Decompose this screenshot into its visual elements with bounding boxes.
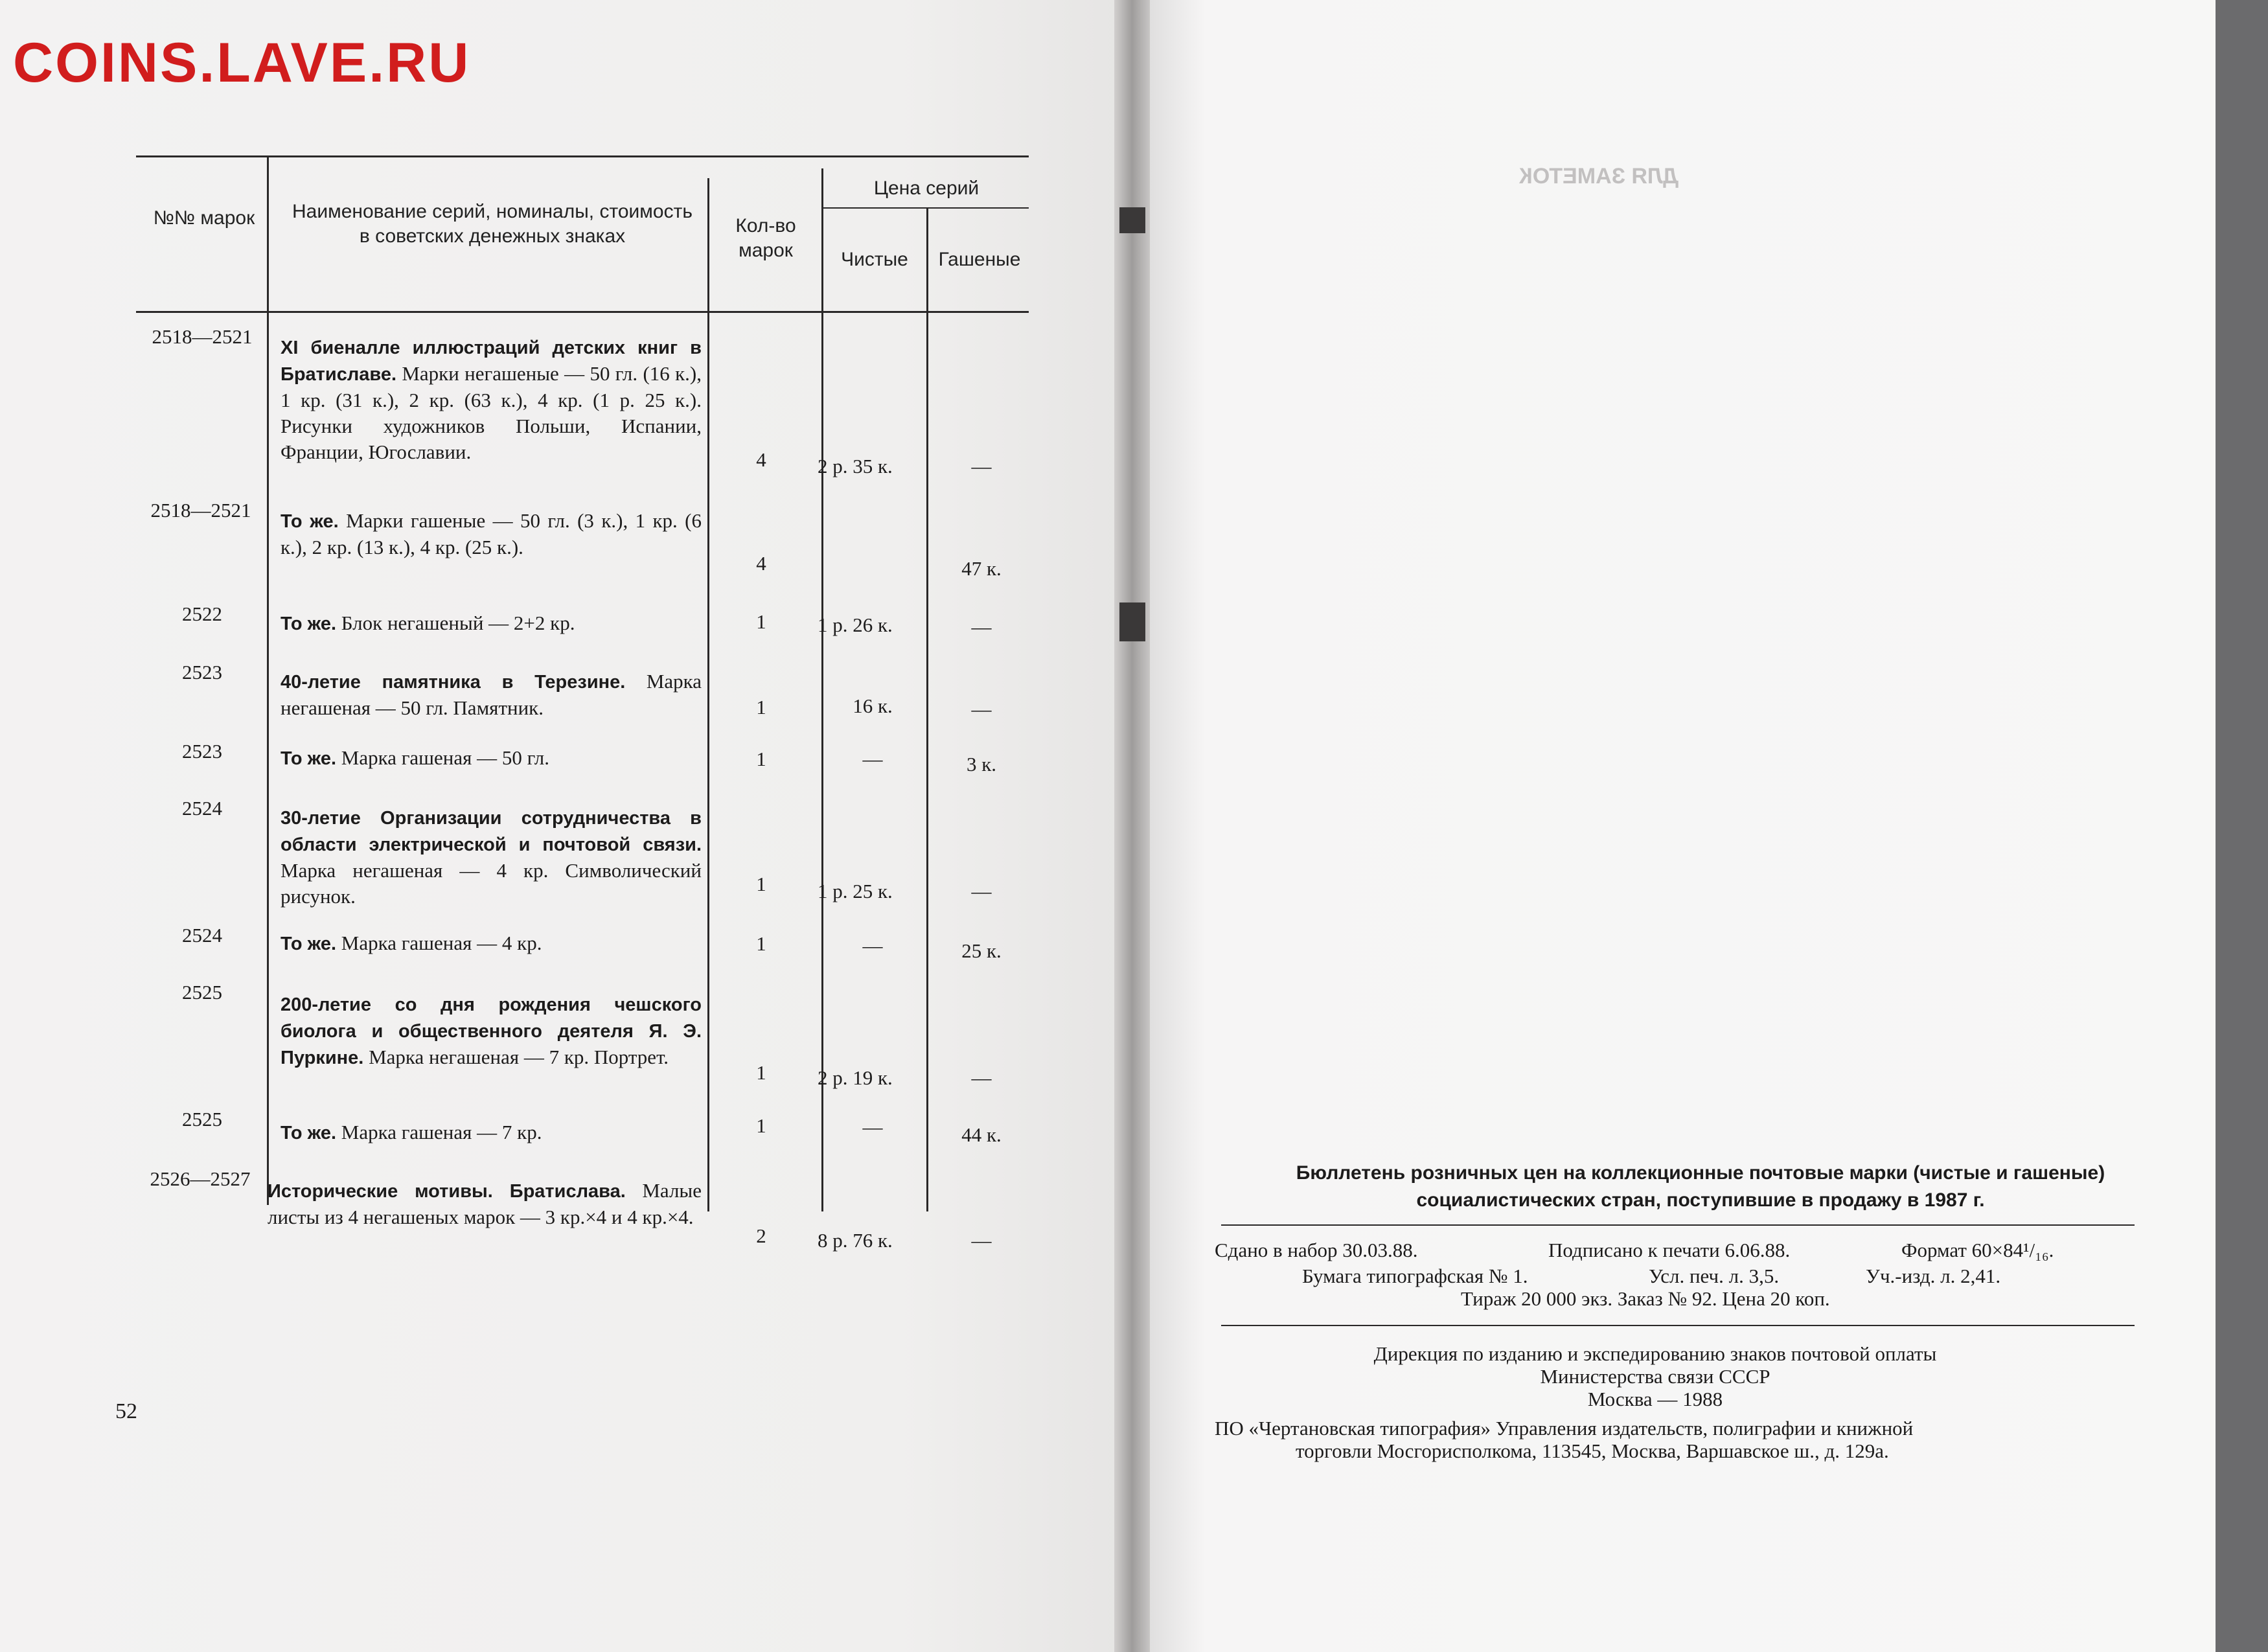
- price-used: 25 к.: [961, 939, 1002, 962]
- ghost-heading: ДЛЯ ЗАМЕТОК: [1519, 164, 1678, 189]
- imprint-typeset-date: Сдано в набор 30.03.88.: [1215, 1239, 1418, 1261]
- series-text: Марка гашеная — 7 кр.: [341, 1121, 542, 1143]
- price-used: —: [971, 1066, 992, 1089]
- series-text: Марка негашеная — 50 гл. Памятник.: [281, 670, 702, 719]
- header-price-mint: Чистые: [841, 249, 908, 270]
- stamp-qty: 1: [756, 696, 766, 718]
- price-group-rule: [823, 207, 1029, 209]
- scanner-edge: [2216, 0, 2268, 1652]
- spine-mark: [1119, 207, 1145, 233]
- stamp-number: 2522: [182, 602, 222, 625]
- price-mint: 16 к.: [853, 694, 893, 717]
- series-title: То же.: [281, 934, 337, 954]
- header-number: №№ марок: [153, 207, 255, 229]
- stamp-number: 2523: [182, 661, 222, 683]
- stamp-qty: 4: [756, 448, 766, 471]
- series-title: 30-летие Организации сотрудничества в области электрической и почтовой связи.: [281, 808, 702, 855]
- stamp-number: 2524: [182, 924, 222, 946]
- series-text: Марка гашеная — 50 гл.: [341, 746, 550, 769]
- price-used: —: [971, 455, 992, 477]
- header-qty: Кол-во марок: [735, 215, 796, 261]
- price-used: 3 к.: [966, 753, 997, 775]
- stamp-number: 2518—2521: [150, 499, 251, 522]
- series-text: Марки негашеные — 50 гл. (16 к.), 1 кр. (31 к.), 2 кр. (63 к.), 4 кр. (1 р. 25 к.). Рисунки художников Польши, Испании, Франции, Югославии.: [281, 362, 702, 463]
- series-description: [281, 930, 702, 957]
- price-mint: 2 р. 35 к.: [818, 455, 893, 477]
- series-title: То же.: [281, 511, 339, 532]
- price-mint: 8 р. 76 к.: [818, 1229, 893, 1252]
- imprint-print-date: Подписано к печати 6.06.88.: [1548, 1239, 1791, 1261]
- imprint-top-rule: [1221, 1224, 2135, 1226]
- imprint-print-sheets: Усл. печ. л. 3,5.: [1649, 1265, 1780, 1287]
- stamp-number: 2526—2527: [150, 1167, 251, 1190]
- series-description: [281, 805, 702, 910]
- series-description: [281, 610, 702, 637]
- stamp-qty: 1: [756, 748, 766, 770]
- stamp-number: 2524: [182, 797, 222, 820]
- stamp-qty: 1: [756, 610, 766, 633]
- publisher-city-year: Москва — 1988: [1587, 1388, 1723, 1410]
- series-description: [281, 669, 702, 721]
- price-mint: —: [862, 748, 883, 770]
- series-description: [281, 508, 702, 560]
- series-description: [281, 991, 702, 1071]
- stamp-qty: 1: [756, 873, 766, 895]
- printer-address: торговли Мосгорисполкома, 113545, Москва, Варшавское ш., д. 129а.: [1296, 1440, 1889, 1462]
- series-title: То же.: [281, 748, 337, 769]
- table-top-rule: [136, 155, 1029, 157]
- series-title: То же.: [281, 614, 337, 634]
- series-text: Малые листы из 4 негашеных марок — 3 кр.×4 и 4 кр.×4.: [268, 1179, 702, 1228]
- stamp-qty: 1: [756, 1114, 766, 1137]
- stamp-qty: 1: [756, 1061, 766, 1084]
- price-used: —: [971, 615, 992, 638]
- header-bottom-rule: [136, 311, 1029, 313]
- header-name: Наименование серий, номиналы, стоимость в советских денежных знаках: [292, 201, 693, 247]
- series-title: 200-летие со дня рождения чешского биолога и общественного деятеля Я. Э. Пуркине.: [281, 994, 702, 1068]
- price-mint: 2 р. 19 к.: [818, 1066, 893, 1089]
- stamp-number: 2523: [182, 740, 222, 763]
- column-divider: [821, 168, 823, 1211]
- stamp-number: 2525: [182, 981, 222, 1004]
- price-used: 47 к.: [961, 557, 1002, 580]
- column-divider: [707, 178, 709, 1211]
- header-price-used: Гашеные: [938, 249, 1021, 270]
- series-text: Блок негашеный — 2+2 кр.: [341, 612, 575, 634]
- series-title: 40-летие памятника в Терезине.: [281, 672, 626, 693]
- imprint-circulation: Тираж 20 000 экз. Заказ № 92. Цена 20 коп.: [1461, 1287, 1830, 1310]
- printer-line: ПО «Чертановская типография» Управления издательств, полиграфии и книжной: [1215, 1417, 1914, 1440]
- column-divider: [267, 155, 269, 1205]
- series-description: [268, 1178, 702, 1230]
- stamp-number: 2518—2521: [152, 325, 253, 348]
- series-title: То же.: [281, 1123, 337, 1143]
- series-description: [281, 745, 702, 772]
- imprint-bottom-rule: [1221, 1325, 2135, 1326]
- price-mint: 1 р. 25 к.: [818, 880, 893, 902]
- bulletin-title: Бюллетень розничных цен на коллекционные почтовые марки (чистые и гашеные) социалистических стран, поступившие в продажу в 1987 г.: [1296, 1162, 2105, 1211]
- imprint-paper: Бумага типографская № 1.: [1302, 1265, 1528, 1287]
- price-mint: —: [862, 934, 883, 957]
- price-used: 44 к.: [961, 1123, 1002, 1146]
- series-text: Марка негашеная — 4 кр. Символический рисунок.: [281, 859, 702, 908]
- stamp-qty: 2: [756, 1224, 766, 1247]
- series-title: Исторические мотивы. Братислава.: [268, 1181, 626, 1202]
- book-spine: [1114, 0, 1150, 1652]
- publisher-line: Дирекция по изданию и экспедированию знаков почтовой оплаты: [1373, 1342, 1937, 1365]
- stamp-qty: 1: [756, 932, 766, 955]
- imprint-format: Формат 60×84¹/₁₆.: [1901, 1239, 2054, 1261]
- series-description: [281, 1119, 702, 1146]
- price-mint: —: [862, 1116, 883, 1138]
- stamp-number: 2525: [182, 1108, 222, 1130]
- imprint-publisher-sheets: Уч.-изд. л. 2,41.: [1866, 1265, 2001, 1287]
- price-mint: 1 р. 26 к.: [818, 614, 893, 636]
- price-used: —: [971, 698, 992, 720]
- publisher-ministry: Министерства связи СССР: [1540, 1365, 1770, 1388]
- stamp-qty: 4: [756, 552, 766, 575]
- spine-mark: [1119, 602, 1145, 641]
- series-text: Марка негашеная — 7 кр. Портрет.: [369, 1046, 669, 1068]
- watermark: COINS.LAVE.RU: [13, 32, 471, 94]
- series-text: Марка гашеная — 4 кр.: [341, 932, 542, 954]
- series-description: [281, 334, 702, 465]
- price-used: —: [971, 880, 992, 902]
- series-text: Марки гашеные — 50 гл. (3 к.), 1 кр. (6 к.), 2 кр. (13 к.), 4 кр. (25 к.).: [281, 509, 702, 558]
- price-used: —: [971, 1229, 992, 1252]
- series-title: XI биеналле иллюстраций детских книг в Братиславе.: [281, 338, 702, 385]
- header-price-group: Цена серий: [873, 178, 979, 199]
- page-number: 52: [115, 1399, 137, 1423]
